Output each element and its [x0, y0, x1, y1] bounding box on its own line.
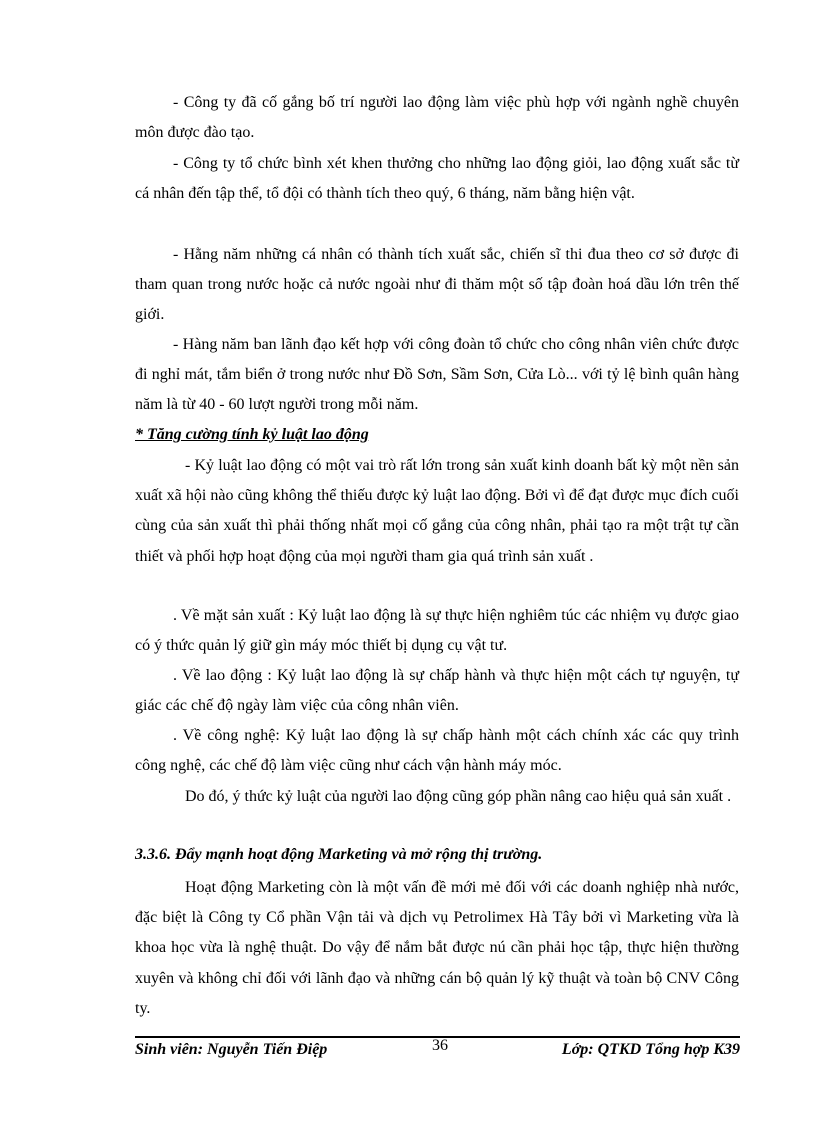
- paragraph-vacation: - Hàng năm ban lãnh đạo kết hợp với công đoàn tổ chức cho công nhân viên chức được đi nghỉ mát, tắm biển ở trong nước như Đồ Sơn, Sầm Sơn, Cửa Lò... với tỷ lệ bình quân hàng năm là từ 40 - 60 lượt người trong mỗi năm.: [135, 336, 739, 414]
- heading-labor-discipline: * Tăng cường tính kỷ luật lao động: [135, 426, 369, 443]
- footer-page-number: 36: [432, 1037, 448, 1054]
- footer-student-name: Sinh viên: Nguyễn Tiến Điệp: [135, 1041, 328, 1058]
- section-heading-marketing: 3.3.6. Đẩy mạnh hoạt động Marketing và mở rộng thị trường.: [135, 846, 543, 863]
- paragraph-marketing: Hoạt động Marketing còn là một vấn đề mới mẻ đối với các doanh nghiệp nhà nước, đặc biệt là Công ty Cổ phần Vận tải và dịch vụ Petrolimex Hà Tây bởi vì Marketing vừa là khoa học vừa là nghệ thuật. Do vậy để nắm bắt được nú cần phải học tập, thực hiện thường xuyên và không chỉ đối với lãnh đạo và những cán bộ quản lý kỹ thuật và toàn bộ CNV Công ty.: [135, 879, 739, 1017]
- paragraph-technology-aspect: . Về công nghệ: Kỷ luật lao động là sự chấp hành một cách chính xác các quy trình công nghệ, các chế độ làm việc cũng như cách vận hành máy móc.: [135, 727, 739, 775]
- paragraph-job-placement: - Công ty đã cố gắng bố trí người lao động làm việc phù hợp với ngành nghề chuyên môn được đào tạo.: [135, 94, 739, 142]
- paragraph-conclusion: Do đó, ý thức kỷ luật của người lao động cũng góp phần nâng cao hiệu quả sản xuất .: [185, 788, 732, 805]
- paragraph-labor-aspect: . Về lao động : Kỷ luật lao động là sự chấp hành và thực hiện một cách tự nguyện, tự giác các chế độ ngày làm việc của công nhân viên.: [135, 667, 739, 715]
- paragraph-discipline-role: - Kỷ luật lao động có một vai trò rất lớn trong sản xuất kinh doanh bất kỳ một nền sản xuất xã hội nào cũng không thể thiếu được kỷ luật lao động. Bởi vì để đạt được mục đích cuối cùng của sản xuất thì phải thống nhất mọi cố gắng của công nhân, phải tạo ra một trật tự cần thiết và phối hợp hoạt động của mọi người tham gia quá trình sản xuất .: [135, 457, 739, 565]
- paragraph-production-aspect: . Về mặt sản xuất : Kỷ luật lao động là sự thực hiện nghiêm túc các nhiệm vụ được giao có ý thức quản lý giữ gìn máy móc thiết bị dụng cụ vật tư.: [135, 607, 739, 655]
- paragraph-rewards: - Công ty tổ chức bình xét khen thưởng cho những lao động giỏi, lao động xuất sắc từ cá nhân đến tập thể, tổ đội có thành tích theo quý, 6 tháng, năm bằng hiện vật.: [135, 155, 739, 203]
- footer-class-name: Lớp: QTKD Tổng hợp K39: [561, 1041, 740, 1058]
- paragraph-tours: - Hằng năm những cá nhân có thành tích xuất sắc, chiến sĩ thi đua theo cơ sở được đi tham quan trong nước hoặc cả nước ngoài như đi thăm một số tập đoàn hoá dầu lớn trên thế giới.: [135, 246, 739, 324]
